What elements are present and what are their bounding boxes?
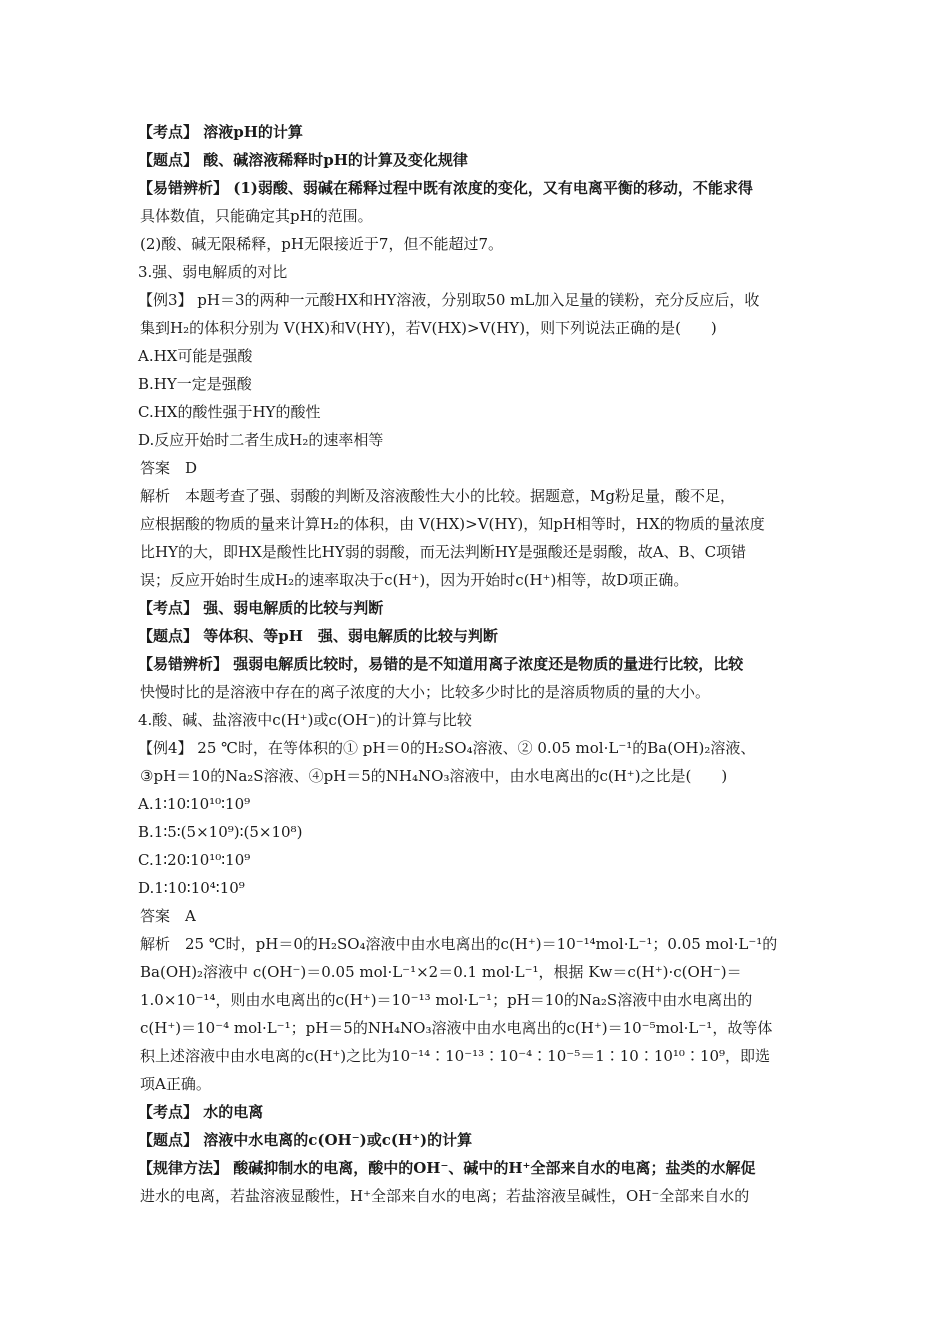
text-line: B.1∶5∶(5×10⁹)∶(5×10⁸) <box>138 823 303 841</box>
text-line: 3.强、弱电解质的对比 <box>138 263 288 281</box>
text-line: 快慢时比的是溶液中存在的离子浓度的大小；比较多少时比的是溶质物质的量的大小。 <box>140 683 711 701</box>
text-line: 比HY的大，即HX是酸性比HY弱的弱酸，而无法判断HY是强酸还是弱酸，故A、B、C项错 <box>140 543 747 561</box>
text-line: 【题点】 溶液中水电离的c(OH⁻)或c(H⁺)的计算 <box>138 1131 473 1149</box>
text-line: 解析 本题考查了强、弱酸的判断及溶液酸性大小的比较。据题意，Mg粉足量，酸不足， <box>140 487 735 505</box>
text-line: 进水的电离，若盐溶液显酸性，H⁺全部来自水的电离；若盐溶液呈碱性，OH⁻全部来自水的 <box>140 1187 750 1205</box>
text-line: 误；反应开始时生成H₂的速率取决于c(H⁺)，因为开始时c(H⁺)相等，故D项正确。 <box>140 571 689 589</box>
text-line: (2)酸、碱无限稀释，pH无限接近于7，但不能超过7。 <box>140 235 504 253</box>
text-line: Ba(OH)₂溶液中 c(OH⁻)＝0.05 mol·L⁻¹×2＝0.1 mol·L⁻¹，根据 Kw＝c(H⁺)·c(OH⁻)＝ <box>140 963 742 981</box>
text-line: A.1∶10∶10¹⁰∶10⁹ <box>138 795 251 813</box>
text-line: D.1∶10∶10⁴∶10⁹ <box>138 879 245 897</box>
text-line: 【易错辨析】 强弱电解质比较时，易错的是不知道用离子浓度还是物质的量进行比较，比较 <box>138 655 744 673</box>
text-line: 【例3】 pH＝3的两种一元酸HX和HY溶液，分别取50 mL加入足量的镁粉，充分反应后，收 <box>138 291 760 309</box>
text-line: 解析 25 ℃时，pH＝0的H₂SO₄溶液中由水电离出的c(H⁺)＝10⁻¹⁴mol·L⁻¹；0.05 mol·L⁻¹的 <box>140 935 778 953</box>
text-line: ③pH＝10的Na₂S溶液、④pH＝5的NH₄NO₃溶液中，由水电离出的c(H⁺)之比是( ) <box>140 767 728 785</box>
text-line: 【考点】 强、弱电解质的比较与判断 <box>138 599 384 617</box>
text-line: 答案 A <box>140 907 196 925</box>
text-line: 【规律方法】 酸碱抑制水的电离，酸中的OH⁻、碱中的H⁺全部来自水的电离；盐类的水解促 <box>138 1159 756 1177</box>
text-line: 【考点】 溶液pH的计算 <box>138 123 303 141</box>
text-line: C.1∶20∶10¹⁰∶10⁹ <box>138 851 251 869</box>
text-line: 【题点】 酸、碱溶液稀释时pH的计算及变化规律 <box>138 151 468 169</box>
text-line: 【题点】 等体积、等pH 强、弱电解质的比较与判断 <box>138 627 498 645</box>
text-line: 4.酸、碱、盐溶液中c(H⁺)或c(OH⁻)的计算与比较 <box>138 711 472 729</box>
text-line: 具体数值，只能确定其pH的范围。 <box>140 207 373 225</box>
text-line: 【考点】 水的电离 <box>138 1103 264 1121</box>
text-line: 应根据酸的物质的量来计算H₂的体积，由 V(HX)>V(HY)，知pH相等时，HX的物质的量浓度 <box>140 515 765 533</box>
text-line: C.HX的酸性强于HY的酸性 <box>138 403 321 421</box>
text-line: B.HY一定是强酸 <box>138 375 252 393</box>
text-line: 1.0×10⁻¹⁴，则由水电离出的c(H⁺)＝10⁻¹³ mol·L⁻¹；pH＝10的Na₂S溶液中由水电离出的 <box>140 991 753 1009</box>
text-line: 积上述溶液中由水电离的c(H⁺)之比为10⁻¹⁴∶10⁻¹³∶10⁻⁴∶10⁻⁵＝1∶10∶10¹⁰∶10⁹，即选 <box>140 1047 771 1065</box>
text-line: 【例4】 25 ℃时，在等体积的① pH＝0的H₂SO₄溶液、② 0.05 mol·L⁻¹的Ba(OH)₂溶液、 <box>138 739 756 757</box>
text-line: 答案 D <box>140 459 198 477</box>
text-line: c(H⁺)＝10⁻⁴ mol·L⁻¹；pH＝5的NH₄NO₃溶液中由水电离出的c(H⁺)＝10⁻⁵mol·L⁻¹，故等体 <box>140 1019 773 1037</box>
text-line: A.HX可能是强酸 <box>138 347 253 365</box>
text-line: D.反应开始时二者生成H₂的速率相等 <box>138 431 384 449</box>
text-line: 项A正确。 <box>140 1075 211 1093</box>
text-line: 集到H₂的体积分别为 V(HX)和V(HY)，若V(HX)>V(HY)，则下列说法正确的是( ) <box>140 319 717 337</box>
text-line: 【易错辨析】 (1)弱酸、弱碱在稀释过程中既有浓度的变化，又有电离平衡的移动，不能求得 <box>138 179 753 197</box>
